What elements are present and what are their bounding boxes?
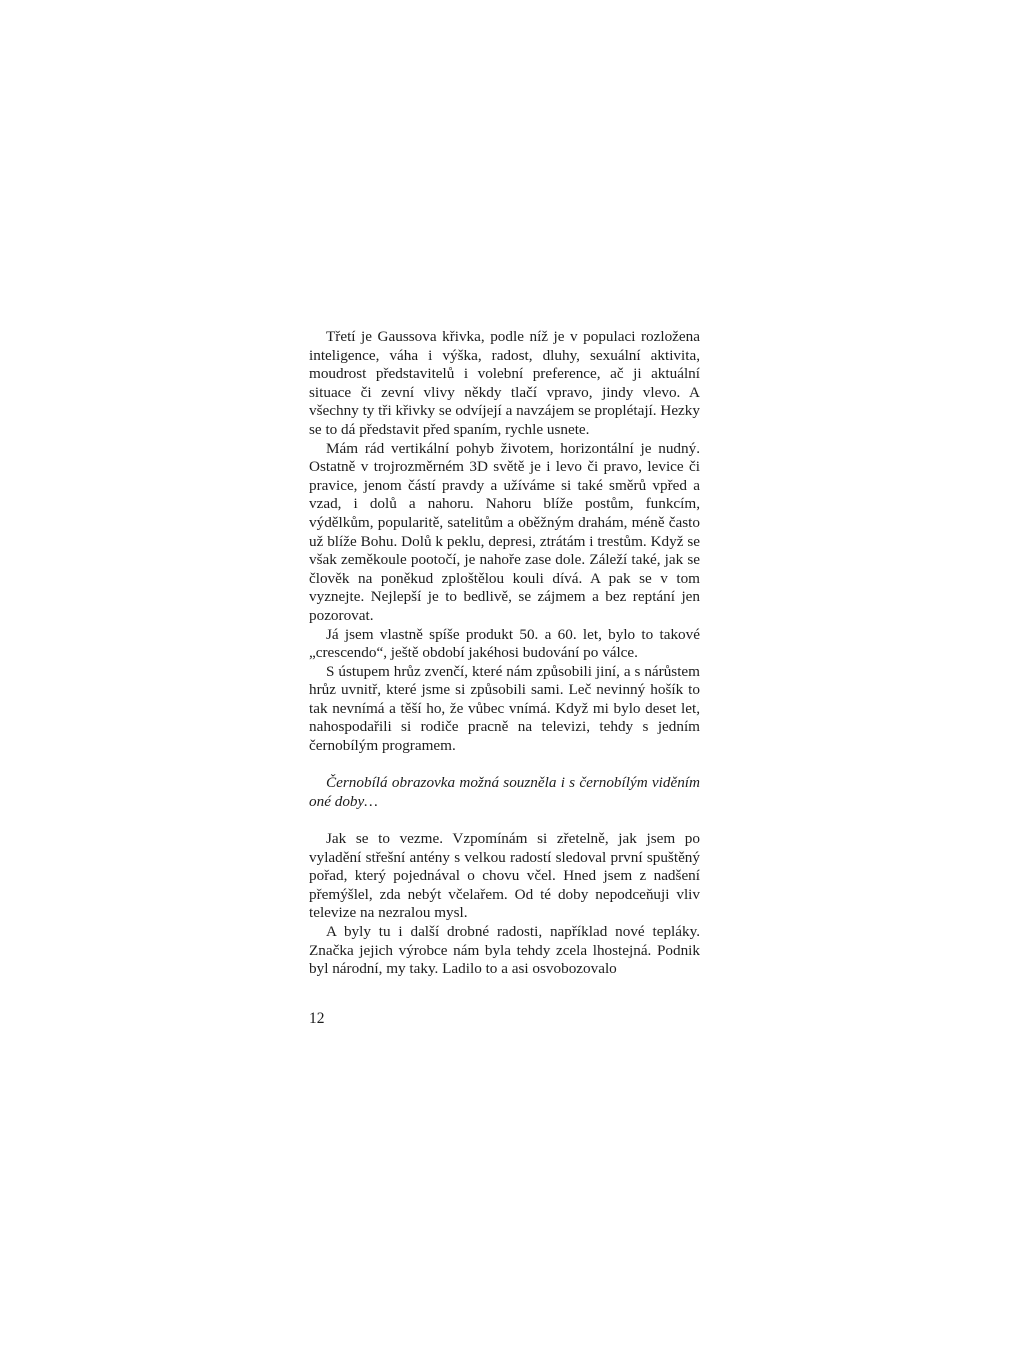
paragraph-fifties-sixties: Já jsem vlastně spíše produkt 50. a 60. let, bylo to takové „crescendo“, ještě období jakéhosi budování po válce. xyxy=(309,625,700,662)
paragraph-vertical-movement: Mám rád vertikální pohyb životem, horizontální je nudný. Ostatně v trojrozměrném 3D světě je i levo či pravo, levice či pravice, jenom částí pravdy a užíváme si také směrů vpřed a vzad, i dolů a nahoru. Nahoru blíže postům, funkcím, výdělkům, popularitě, satelitům a oběžným drahám, méně často už blíže Bohu. Dolů k peklu, depresi, ztrátám i trestům. Když se však zeměkoule pootočí, je nahoře zase dole. Záleží také, jak se člověk na poněkud zploštělou kouli dívá. A pak se v tom vyznejte. Nejlepší je to bedlivě, se zájmem a bez reptání jen pozorovat. xyxy=(309,439,700,624)
page-number: 12 xyxy=(309,1010,325,1027)
italic-question: Černobílá obrazovka možná souzněla i s černobílým viděním oné doby… xyxy=(309,774,700,810)
body-text xyxy=(309,328,700,979)
paragraph-gauss-curve: Třetí je Gaussova křivka, podle níž je v populaci rozložena inteligence, váha i výška, radost, dluhy, sexuální aktivita, moudrost představitelů i volební preference, ač ji aktuální situace či zevní vlivy někdy tlačí vpravo, jindy vlevo. A všechny ty tři křivky se odvíjejí a navzájem se proplétají. Hezky se to dá představit před spaním, rychle usnete. xyxy=(309,328,700,438)
paragraph-small-joys: A byly tu i další drobné radosti, například nové tepláky. Značka jejich výrobce nám byla tehdy zcela lhostejná. Podnik byl národní, my taky. Ladilo to a asi osvobozovalo xyxy=(309,923,700,978)
paragraph-bee-show: Jak se to vezme. Vzpomínám si zřetelně, jak jsem po vyladění střešní antény s velkou radostí sledoval první spuštěný pořad, který pojednával o chovu včel. Hned jsem z nadšení přemýšlel, zda nebýt včelařem. Od té doby nepodceňuji vliv televize na nezralou mysl. xyxy=(309,830,700,922)
paragraph-television-childhood: S ústupem hrůz zvenčí, které nám způsobili jiní, a s nárůstem hrůz uvnitř, které jsme si způsobili sami. Leč nevinný hošík to tak nevnímá a těší ho, že vůbec vnímá. Když mi bylo deset let, nahospodařili si rodiče pracně na televizi, tehdy s jedním černobílým programem. xyxy=(309,662,700,755)
